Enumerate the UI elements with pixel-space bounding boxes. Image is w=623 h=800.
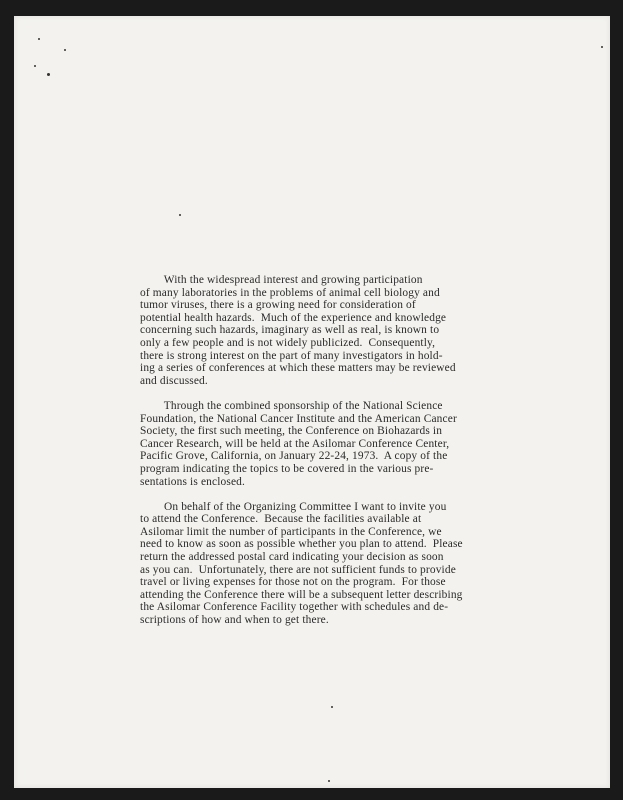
text-line: the Asilomar Conference Facility together with schedules and de-: [140, 601, 449, 614]
text-line: attending the Conference there will be a subsequent letter describing: [140, 588, 463, 601]
scan-speck: [47, 73, 50, 76]
text-line: return the addressed postal card indicating your decision as soon: [140, 551, 444, 564]
scan-speck: [38, 38, 40, 40]
text-line: need to know as soon as possible whether you plan to attend. Please: [140, 538, 463, 551]
text-line: Society, the first such meeting, the Conference on Biohazards in: [140, 425, 443, 438]
scan-speck: [328, 780, 330, 782]
text-line: there is strong interest on the part of many investigators in hold-: [140, 349, 443, 362]
text-line: only a few people and is not widely publicized. Consequently,: [140, 336, 436, 349]
text-line: concerning such hazards, imaginary as well as real, is known to: [140, 324, 440, 337]
scan-speck: [331, 706, 333, 708]
scan-speck: [34, 65, 36, 67]
scan-speck: [601, 46, 603, 48]
text-line: program indicating the topics to be covered in the various pre-: [140, 462, 434, 475]
letter-body: [140, 274, 560, 627]
text-line: Foundation, the National Cancer Institute and the American Cancer: [140, 412, 457, 425]
text-line: of many laboratories in the problems of animal cell biology and: [140, 286, 440, 299]
text-line: On behalf of the Organizing Committee I want to invite you: [140, 500, 447, 513]
paragraph-sponsorship: [140, 400, 560, 488]
text-line: Through the combined sponsorship of the National Science: [140, 399, 443, 412]
text-line: scriptions of how and when to get there.: [140, 614, 329, 627]
letter-page: [14, 16, 610, 788]
text-line: and discussed.: [140, 374, 208, 387]
text-line: ing a series of conferences at which these matters may be reviewed: [140, 362, 456, 375]
text-line: Asilomar limit the number of participants in the Conference, we: [140, 525, 442, 538]
text-line: to attend the Conference. Because the facilities available at: [140, 513, 422, 526]
paragraph-invitation: [140, 501, 560, 627]
text-line: potential health hazards. Much of the experience and knowledge: [140, 311, 447, 324]
text-line: With the widespread interest and growing participation: [140, 274, 423, 286]
scan-speck: [179, 214, 181, 216]
text-line: Cancer Research, will be held at the Asilomar Conference Center,: [140, 437, 450, 450]
text-line: travel or living expenses for those not on the program. For those: [140, 576, 446, 589]
text-line: Pacific Grove, California, on January 22-24, 1973. A copy of the: [140, 450, 448, 463]
text-line: tumor viruses, there is a growing need for consideration of: [140, 299, 416, 312]
text-line: sentations is enclosed.: [140, 475, 245, 488]
scan-speck: [64, 49, 66, 51]
paragraph-interest: [140, 274, 560, 387]
text-line: as you can. Unfortunately, there are not sufficient funds to provide: [140, 563, 456, 576]
